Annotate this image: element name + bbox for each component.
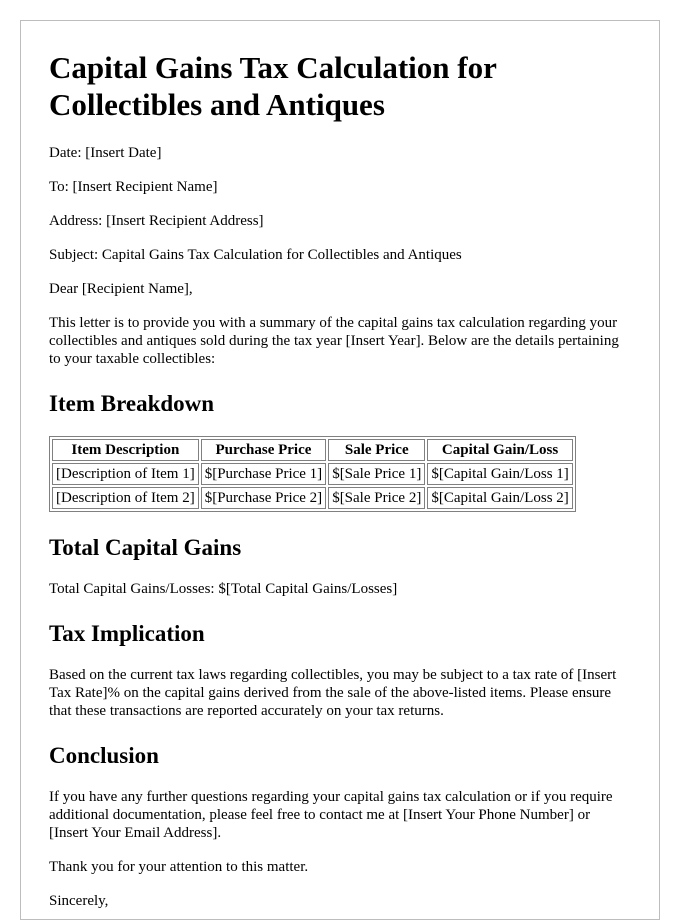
- tax-implication-heading: Tax Implication: [49, 621, 205, 646]
- table-row: [52, 487, 573, 509]
- column-header: Item Description: [52, 439, 199, 461]
- total-line: Total Capital Gains/Losses: $[Total Capital Gains/Losses]: [49, 581, 398, 597]
- table-cell: $[Sale Price 2]: [328, 487, 425, 509]
- closing-line: Sincerely,: [49, 893, 109, 909]
- date-line: Date: [Insert Date]: [49, 145, 162, 161]
- table-cell: $[Purchase Price 2]: [201, 487, 326, 509]
- address-line: Address: [Insert Recipient Address]: [49, 213, 264, 229]
- table-cell: $[Purchase Price 1]: [201, 463, 326, 485]
- subject-line: Subject: Capital Gains Tax Calculation for Collectibles and Antiques: [49, 247, 462, 263]
- recipient-line: To: [Insert Recipient Name]: [49, 179, 218, 195]
- conclusion-heading: Conclusion: [49, 743, 159, 768]
- thanks-line: Thank you for your attention to this matter.: [49, 859, 309, 875]
- column-header: Capital Gain/Loss: [427, 439, 572, 461]
- salutation: Dear [Recipient Name],: [49, 281, 193, 297]
- total-heading: Total Capital Gains: [49, 535, 242, 560]
- item-breakdown-heading: Item Breakdown: [49, 391, 215, 416]
- letter-title: Capital Gains Tax Calculation for Collectibles and Antiques: [49, 50, 497, 122]
- table-cell: [Description of Item 1]: [52, 463, 199, 485]
- intro-paragraph: This letter is to provide you with a summary of the capital gains tax calculation regarding your collectibles and antiques sold during the tax year [Insert Year]. Below are the details pertaining to your taxable collectibles:: [49, 315, 619, 367]
- table-cell: $[Capital Gain/Loss 1]: [427, 463, 572, 485]
- tax-implication-paragraph: Based on the current tax laws regarding collectibles, you may be subject to a tax rate of [Insert Tax Rate]% on the capital gains derived from the sale of the above-listed items. Please ensure that these transactions are reported accurately on your tax returns.: [49, 667, 617, 719]
- item-breakdown-table: [49, 436, 576, 512]
- table-header-row: [52, 439, 573, 461]
- table-cell: [Description of Item 2]: [52, 487, 199, 509]
- table-cell: $[Sale Price 1]: [328, 463, 425, 485]
- conclusion-paragraph: If you have any further questions regarding your capital gains tax calculation or if you require additional documentation, please feel free to contact me at [Insert Your Phone Number] or [Insert Your Email Address].: [49, 789, 613, 841]
- letter-page: [20, 20, 660, 920]
- table-row: [52, 463, 573, 485]
- column-header: Sale Price: [328, 439, 425, 461]
- column-header: Purchase Price: [201, 439, 326, 461]
- table-cell: $[Capital Gain/Loss 2]: [427, 487, 572, 509]
